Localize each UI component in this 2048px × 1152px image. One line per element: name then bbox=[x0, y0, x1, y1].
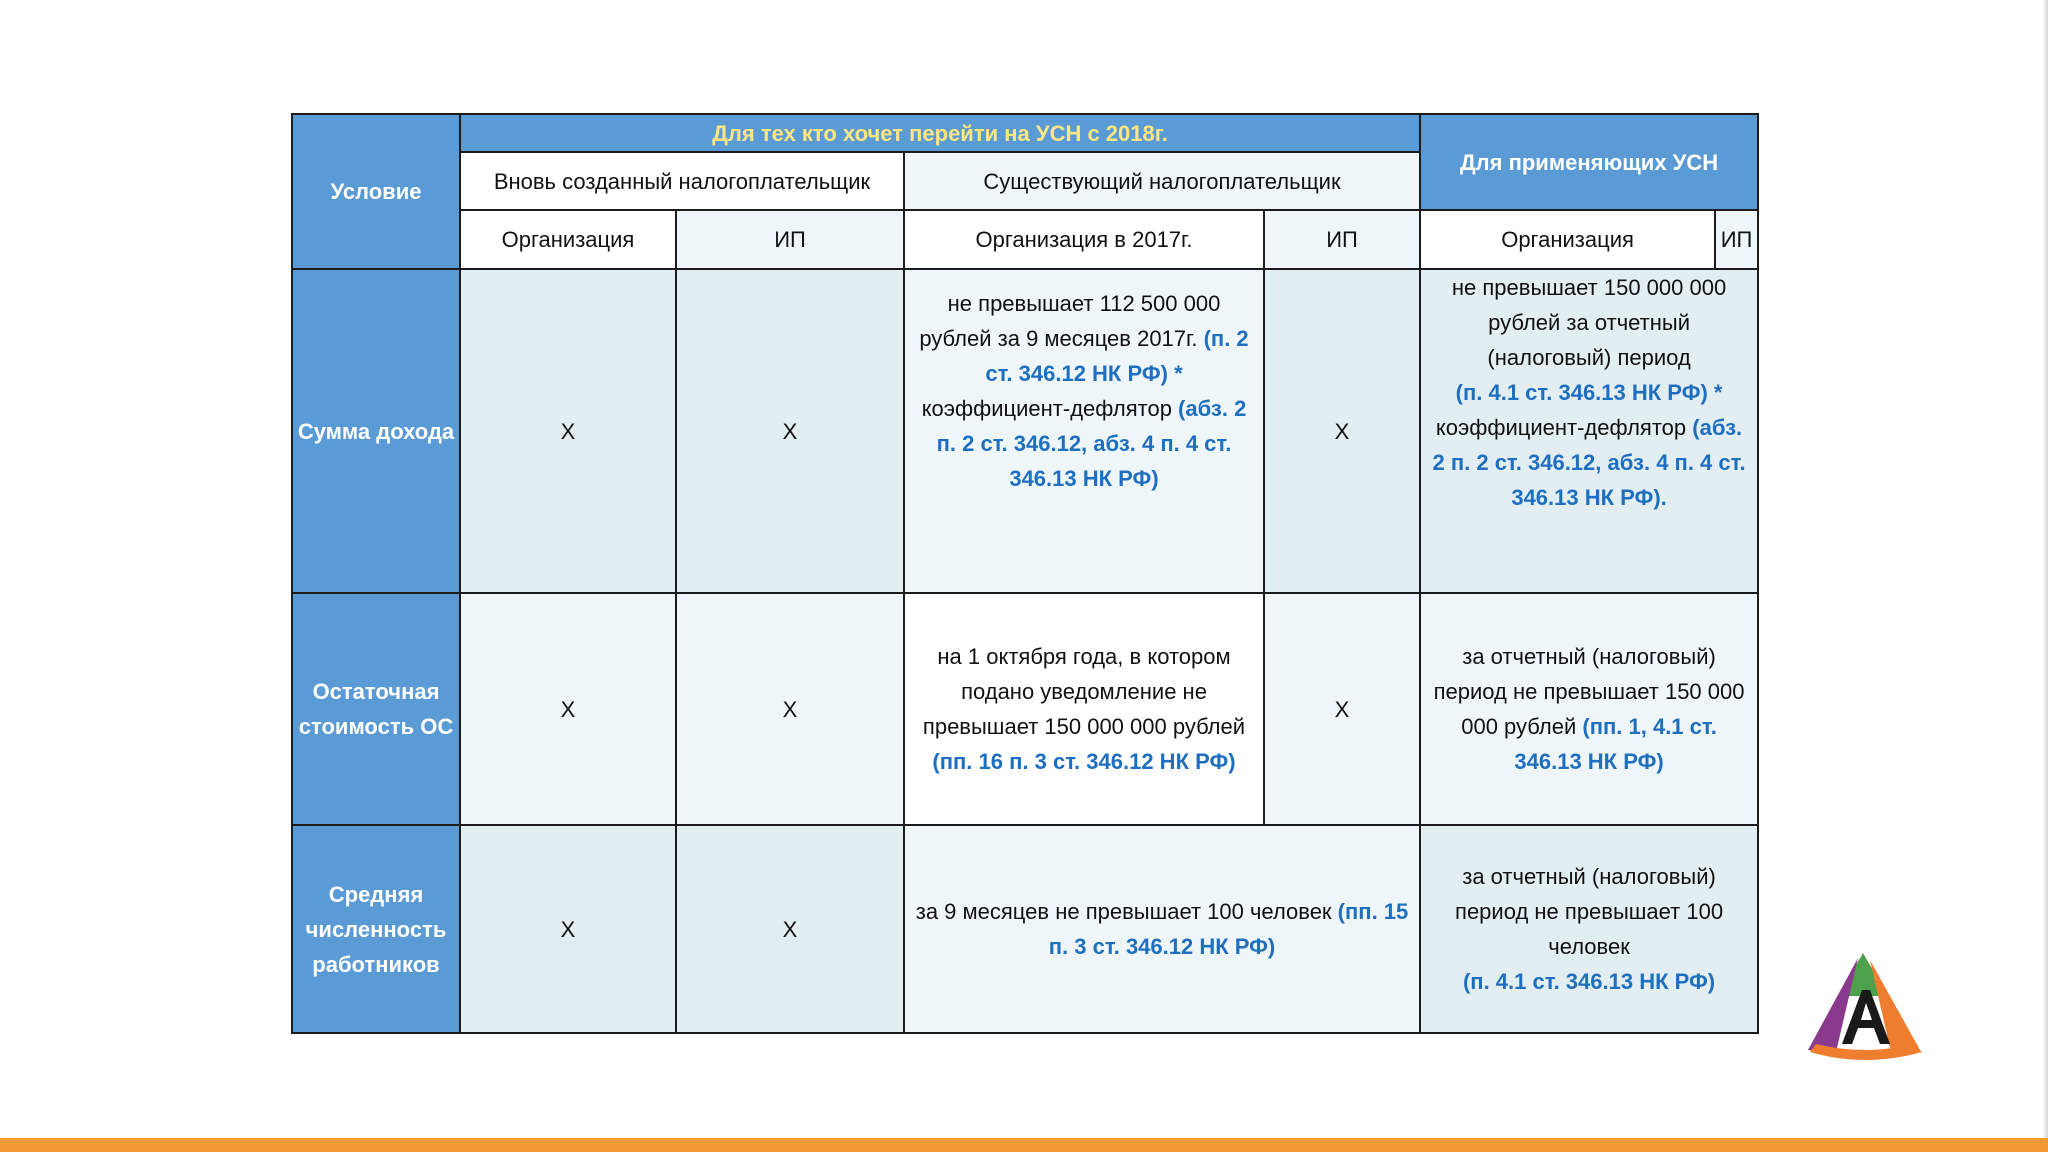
table-row-staff bbox=[292, 825, 1758, 1033]
header-new-taxpayer: Вновь созданный налогоплательщик bbox=[460, 152, 904, 210]
income-existing-org bbox=[904, 269, 1264, 593]
triangle-a-logo-icon bbox=[1800, 948, 1930, 1066]
header-org-2017: Организация в 2017г. bbox=[904, 210, 1264, 269]
usn-conditions-table bbox=[291, 113, 1759, 1034]
income-existing-ref-1: (п. 2 ст. 346.12 НК РФ) * bbox=[985, 326, 1249, 386]
row-label-income: Сумма дохода bbox=[292, 269, 460, 593]
income-existing-ref-2: (абз. 2 п. 2 ст. 346.12, абз. 4 п. 4 ст. 346.13 НК РФ) bbox=[936, 396, 1247, 491]
income-existing-text-2: коэффициент-дефлятор bbox=[921, 396, 1179, 421]
staff-existing-text-1: за 9 месяцев не превышает 100 человек bbox=[915, 899, 1338, 924]
income-existing-text-1: не превышает 112 500 000 рублей за 9 месяцев 2017г. bbox=[919, 291, 1221, 351]
income-applying-ref-1: (п. 4.1 ст. 346.13 НК РФ) * bbox=[1455, 380, 1723, 405]
residual-existing-ref-1: (пп. 16 п. 3 ст. 346.12 НК РФ) bbox=[932, 749, 1236, 774]
row-label-staff: Средняя численность работников bbox=[292, 825, 460, 1033]
staff-applying-text-1: за отчетный (налоговый) период не превышает 100 человек bbox=[1455, 864, 1724, 959]
residual-applying bbox=[1420, 593, 1758, 825]
income-applying-text-2: коэффициент-дефлятор bbox=[1435, 415, 1693, 440]
header-group-switching: Для тех кто хочет перейти на УСН с 2018г. bbox=[460, 114, 1420, 152]
residual-existing-org bbox=[904, 593, 1264, 825]
income-new-org: Х bbox=[460, 269, 676, 593]
header-ip: ИП bbox=[676, 210, 904, 269]
bottom-accent-bar bbox=[0, 1138, 2048, 1152]
income-applying-text-1: не превышает 150 000 000 рублей за отчетный (налоговый) период bbox=[1451, 275, 1727, 370]
header-ip-existing: ИП bbox=[1264, 210, 1420, 269]
staff-applying bbox=[1420, 825, 1758, 1033]
staff-new-ip: Х bbox=[676, 825, 904, 1033]
table-row-income bbox=[292, 269, 1758, 593]
staff-existing-ref-1: (пп. 15 п. 3 ст. 346.12 НК РФ) bbox=[1048, 899, 1409, 959]
income-applying-ref-2: (абз. 2 п. 2 ст. 346.12, абз. 4 п. 4 ст. 346.13 НК РФ). bbox=[1432, 415, 1746, 510]
table-row-residual bbox=[292, 593, 1758, 825]
header-ip-applying: ИП bbox=[1715, 210, 1758, 269]
residual-existing-text-1: на 1 октября года, в котором подано уведомление не превышает 150 000 000 рублей bbox=[922, 644, 1246, 739]
slide-edge bbox=[2042, 0, 2048, 1138]
row-label-residual: Остаточная стоимость ОС bbox=[292, 593, 460, 825]
header-existing-taxpayer: Существующий налогоплательщик bbox=[904, 152, 1420, 210]
staff-existing bbox=[904, 825, 1420, 1033]
header-org-applying: Организация bbox=[1420, 210, 1715, 269]
header-group-applying: Для применяющих УСН bbox=[1420, 114, 1758, 210]
staff-new-org: Х bbox=[460, 825, 676, 1033]
residual-new-org: Х bbox=[460, 593, 676, 825]
residual-new-ip: Х bbox=[676, 593, 904, 825]
header-condition: Условие bbox=[292, 114, 460, 269]
income-applying bbox=[1420, 269, 1758, 593]
residual-applying-text-1: за отчетный (налоговый) период не превышает 150 000 000 рублей bbox=[1433, 644, 1745, 739]
header-org: Организация bbox=[460, 210, 676, 269]
staff-applying-ref-1: (п. 4.1 ст. 346.13 НК РФ) bbox=[1462, 969, 1716, 994]
income-existing-ip: Х bbox=[1264, 269, 1420, 593]
income-new-ip: Х bbox=[676, 269, 904, 593]
residual-applying-ref-1: (пп. 1, 4.1 ст. 346.13 НК РФ) bbox=[1514, 714, 1717, 774]
residual-existing-ip: Х bbox=[1264, 593, 1420, 825]
